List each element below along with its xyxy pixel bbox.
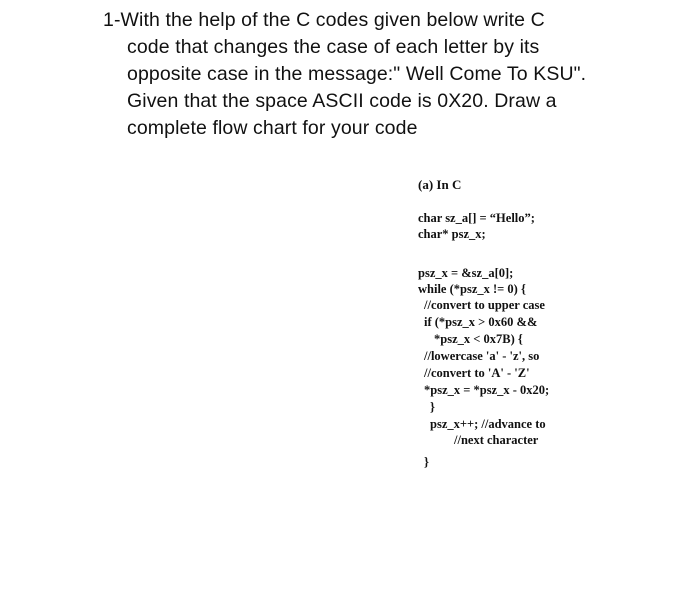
code-line-1: char sz_a[] = “Hello”;	[418, 211, 535, 225]
code-line-6: if (*psz_x > 0x60 &&	[424, 315, 538, 329]
question-line-2: code that changes the case of each letter by its	[127, 36, 540, 58]
code-line-13: //next character	[454, 433, 539, 447]
code-line-5: //convert to upper case	[424, 298, 545, 312]
code-line-12: psz_x++; //advance to	[430, 417, 546, 431]
code-line-10: *psz_x = *psz_x - 0x20;	[424, 383, 550, 397]
code-line-9: //convert to 'A' - 'Z'	[424, 366, 530, 380]
code-line-7: *psz_x < 0x7B) {	[434, 332, 523, 346]
code-line-11: }	[430, 400, 435, 414]
question-text	[103, 7, 663, 142]
question-line-1: 1-With the help of the C codes given below write C	[103, 9, 545, 31]
question-number: 1-	[103, 9, 121, 31]
code-line-2: char* psz_x;	[418, 227, 486, 241]
code-line-4: while (*psz_x != 0) {	[418, 282, 526, 296]
question-line-3: opposite case in the message:" Well Come To KSU".	[127, 63, 587, 85]
question-line-4: Given that the space ASCII code is 0X20. Draw a	[127, 90, 557, 112]
code-heading: (a) In C	[418, 177, 462, 192]
code-line-14: }	[424, 455, 429, 469]
code-line-3: psz_x = &sz_a[0];	[418, 266, 514, 280]
code-line-8: //lowercase 'a' - 'z', so	[424, 349, 540, 363]
question-line-5: complete flow chart for your code	[127, 117, 418, 139]
